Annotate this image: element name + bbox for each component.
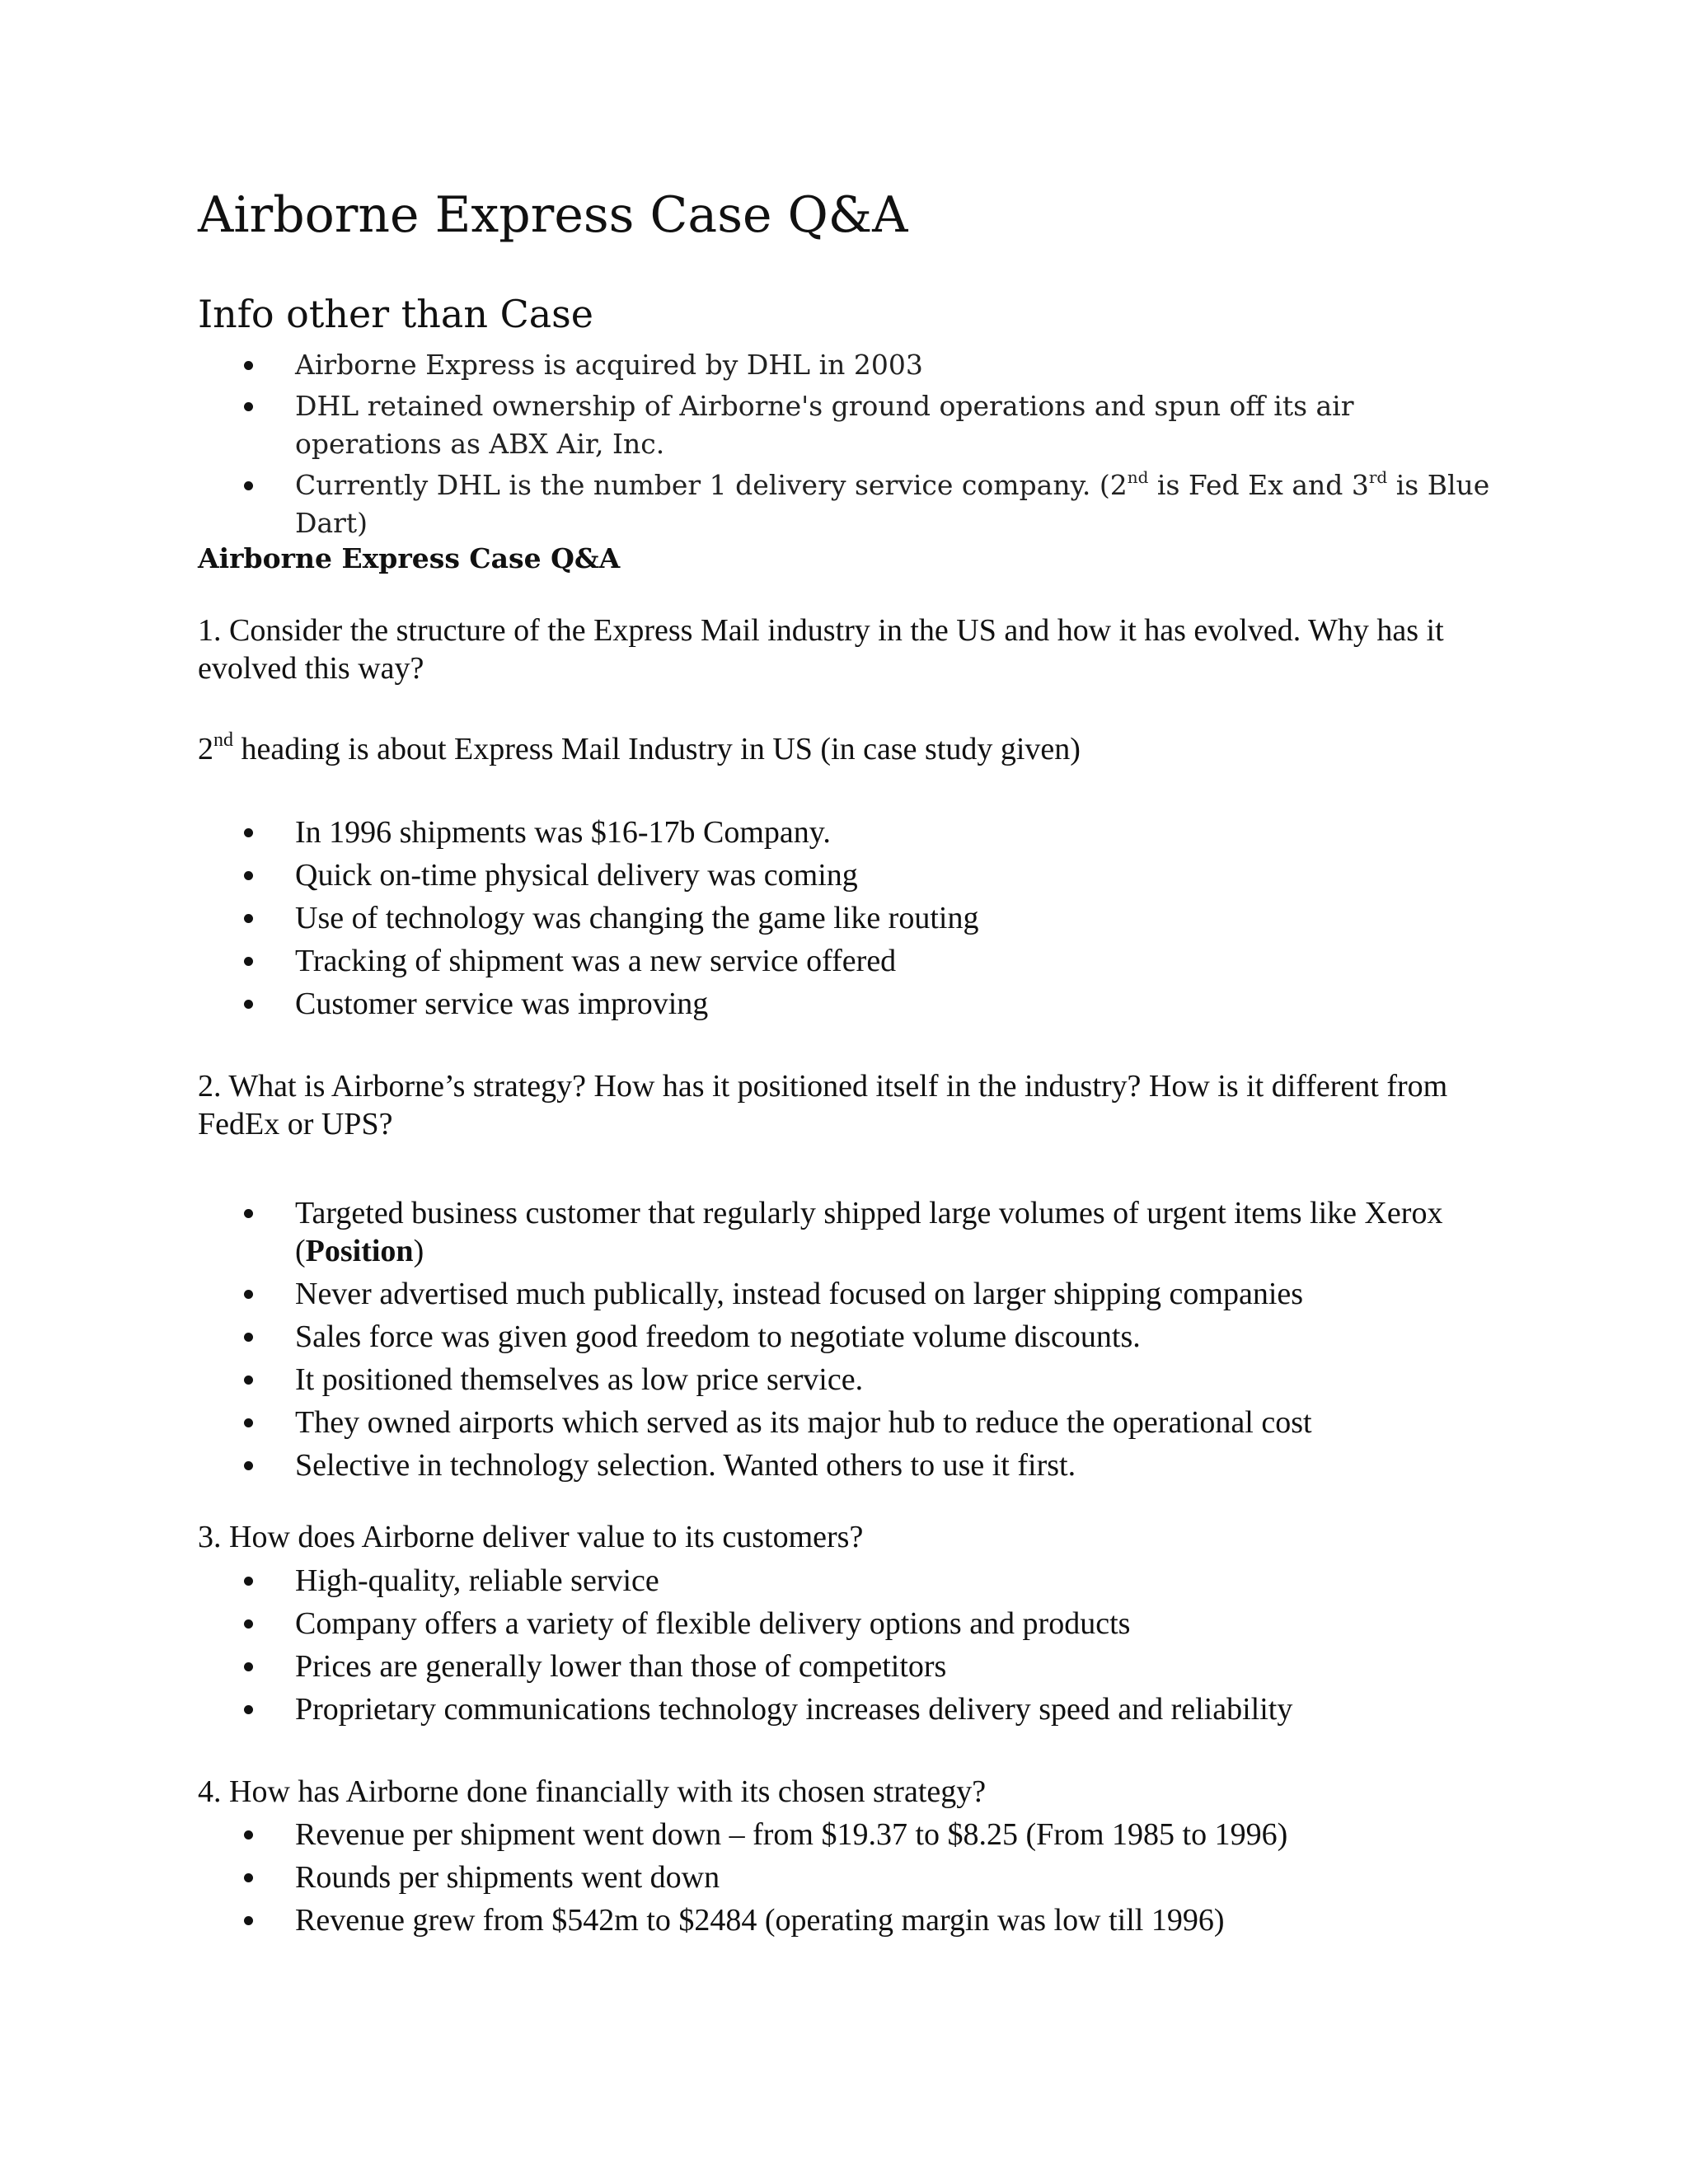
list-item — [198, 1605, 1500, 1643]
question-2-answers — [198, 1194, 1500, 1489]
bullet-icon — [244, 1830, 253, 1840]
question-3: 3. How does Airborne deliver value to its customers? — [198, 1520, 864, 1554]
list-item-text: Revenue per shipment went down – from $19.37 to $8.25 (From 1985 to 1996) — [295, 1817, 1288, 1852]
list-item — [198, 1361, 1500, 1399]
info-section-heading: Info other than Case — [198, 292, 594, 336]
list-item — [198, 1318, 1500, 1356]
bullet-icon — [244, 402, 253, 411]
list-item — [198, 899, 1500, 937]
question-2: 2. What is Airborne’s strategy? How has it positioned itself in the industry? How is it different from FedEx or UPS? — [198, 1069, 1448, 1141]
question-3-answers — [198, 1562, 1500, 1733]
list-item-text: Airborne Express is acquired by DHL in 2003 — [295, 349, 923, 381]
list-item — [198, 1901, 1500, 1939]
bullet-icon — [244, 871, 253, 880]
list-item — [198, 1816, 1500, 1854]
list-item — [198, 1690, 1500, 1728]
question-1-note — [198, 730, 1484, 768]
bullet-icon — [244, 1577, 253, 1586]
list-item-text: They owned airports which served as its major hub to reduce the operational cost — [295, 1405, 1312, 1440]
list-item-text: Customer service was improving — [295, 987, 709, 1021]
list-item — [198, 985, 1500, 1023]
list-item — [198, 813, 1500, 851]
bullet-icon — [244, 1418, 253, 1427]
list-item — [198, 1404, 1500, 1441]
list-item-text: is Blue Dart) — [295, 469, 1490, 539]
list-item — [198, 387, 1500, 463]
list-item — [198, 942, 1500, 980]
bullet-icon — [244, 1619, 253, 1629]
list-item — [198, 466, 1500, 542]
list-item-text: Never advertised much publically, instead focused on larger shipping companies — [295, 1277, 1304, 1311]
position-label: Position — [305, 1234, 414, 1268]
list-item-text: Quick on-time physical delivery was coming — [295, 858, 858, 893]
list-item-text: Sales force was given good freedom to negotiate volume discounts. — [295, 1319, 1141, 1354]
list-item-text: Company offers a variety of flexible delivery options and products — [295, 1606, 1131, 1641]
list-item-text: Proprietary communications technology increases delivery speed and reliability — [295, 1692, 1293, 1727]
question-1-answers — [198, 813, 1500, 1028]
list-item-text: Prices are generally lower than those of competitors — [295, 1649, 947, 1684]
list-item-text: is Fed Ex and 3 — [1148, 469, 1369, 501]
bullet-icon — [244, 1000, 253, 1009]
list-item — [198, 1858, 1500, 1896]
bullet-icon — [244, 914, 253, 923]
list-item — [198, 1647, 1500, 1685]
list-item — [198, 1275, 1500, 1313]
bullet-icon — [244, 828, 253, 837]
document-page — [198, 0, 1500, 2184]
bullet-icon — [244, 1705, 253, 1714]
question-1: 1. Consider the structure of the Express Mail industry in the US and how it has evolved. Why has it evolved this way? — [198, 613, 1444, 686]
note-text: 2 — [198, 732, 213, 766]
list-item-text: In 1996 shipments was $16-17b Company. — [295, 815, 831, 850]
bullet-icon — [244, 957, 253, 966]
list-item-text: Currently DHL is the number 1 delivery service company. (2 — [295, 469, 1128, 501]
qa-heading: Airborne Express Case Q&A — [198, 542, 621, 574]
list-item-text: Selective in technology selection. Wanted others to use it first. — [295, 1448, 1076, 1483]
question-4: 4. How has Airborne done financially with its chosen strategy? — [198, 1774, 987, 1809]
bullet-icon — [244, 361, 253, 370]
bullet-icon — [244, 1873, 253, 1882]
list-item-text: Revenue grew from $542m to $2484 (operating margin was low till 1996) — [295, 1903, 1225, 1938]
bullet-icon — [244, 1333, 253, 1342]
list-item-text: Tracking of shipment was a new service offered — [295, 944, 897, 978]
bullet-icon — [244, 1461, 253, 1470]
list-item-text: It positioned themselves as low price service. — [295, 1362, 864, 1397]
info-list — [198, 346, 1500, 546]
bullet-icon — [244, 1376, 253, 1385]
list-item-text: Targeted business customer that regularly shipped large volumes of urgent items like Xerox ( — [295, 1196, 1443, 1268]
list-item — [198, 1562, 1500, 1600]
list-item — [198, 1446, 1500, 1484]
list-item — [198, 346, 1500, 384]
list-item-text: ) — [413, 1234, 424, 1268]
bullet-icon — [244, 1290, 253, 1299]
bullet-icon — [244, 1916, 253, 1925]
bullet-icon — [244, 1662, 253, 1671]
list-item-text: Use of technology was changing the game like routing — [295, 901, 979, 935]
note-text: heading is about Express Mail Industry in US (in case study given) — [233, 732, 1081, 766]
list-item — [198, 856, 1500, 894]
bullet-icon — [244, 481, 253, 490]
list-item-text: DHL retained ownership of Airborne's ground operations and spun off its air operations as ABX Air, Inc. — [295, 390, 1354, 460]
list-item — [198, 1194, 1500, 1270]
bullet-icon — [244, 1209, 253, 1218]
superscript: nd — [213, 729, 233, 751]
document-title: Airborne Express Case Q&A — [198, 186, 908, 244]
question-4-answers — [198, 1816, 1500, 1944]
superscript: nd — [1127, 467, 1149, 487]
list-item-text: Rounds per shipments went down — [295, 1860, 720, 1895]
superscript: rd — [1368, 467, 1388, 487]
list-item-text: High-quality, reliable service — [295, 1563, 659, 1598]
